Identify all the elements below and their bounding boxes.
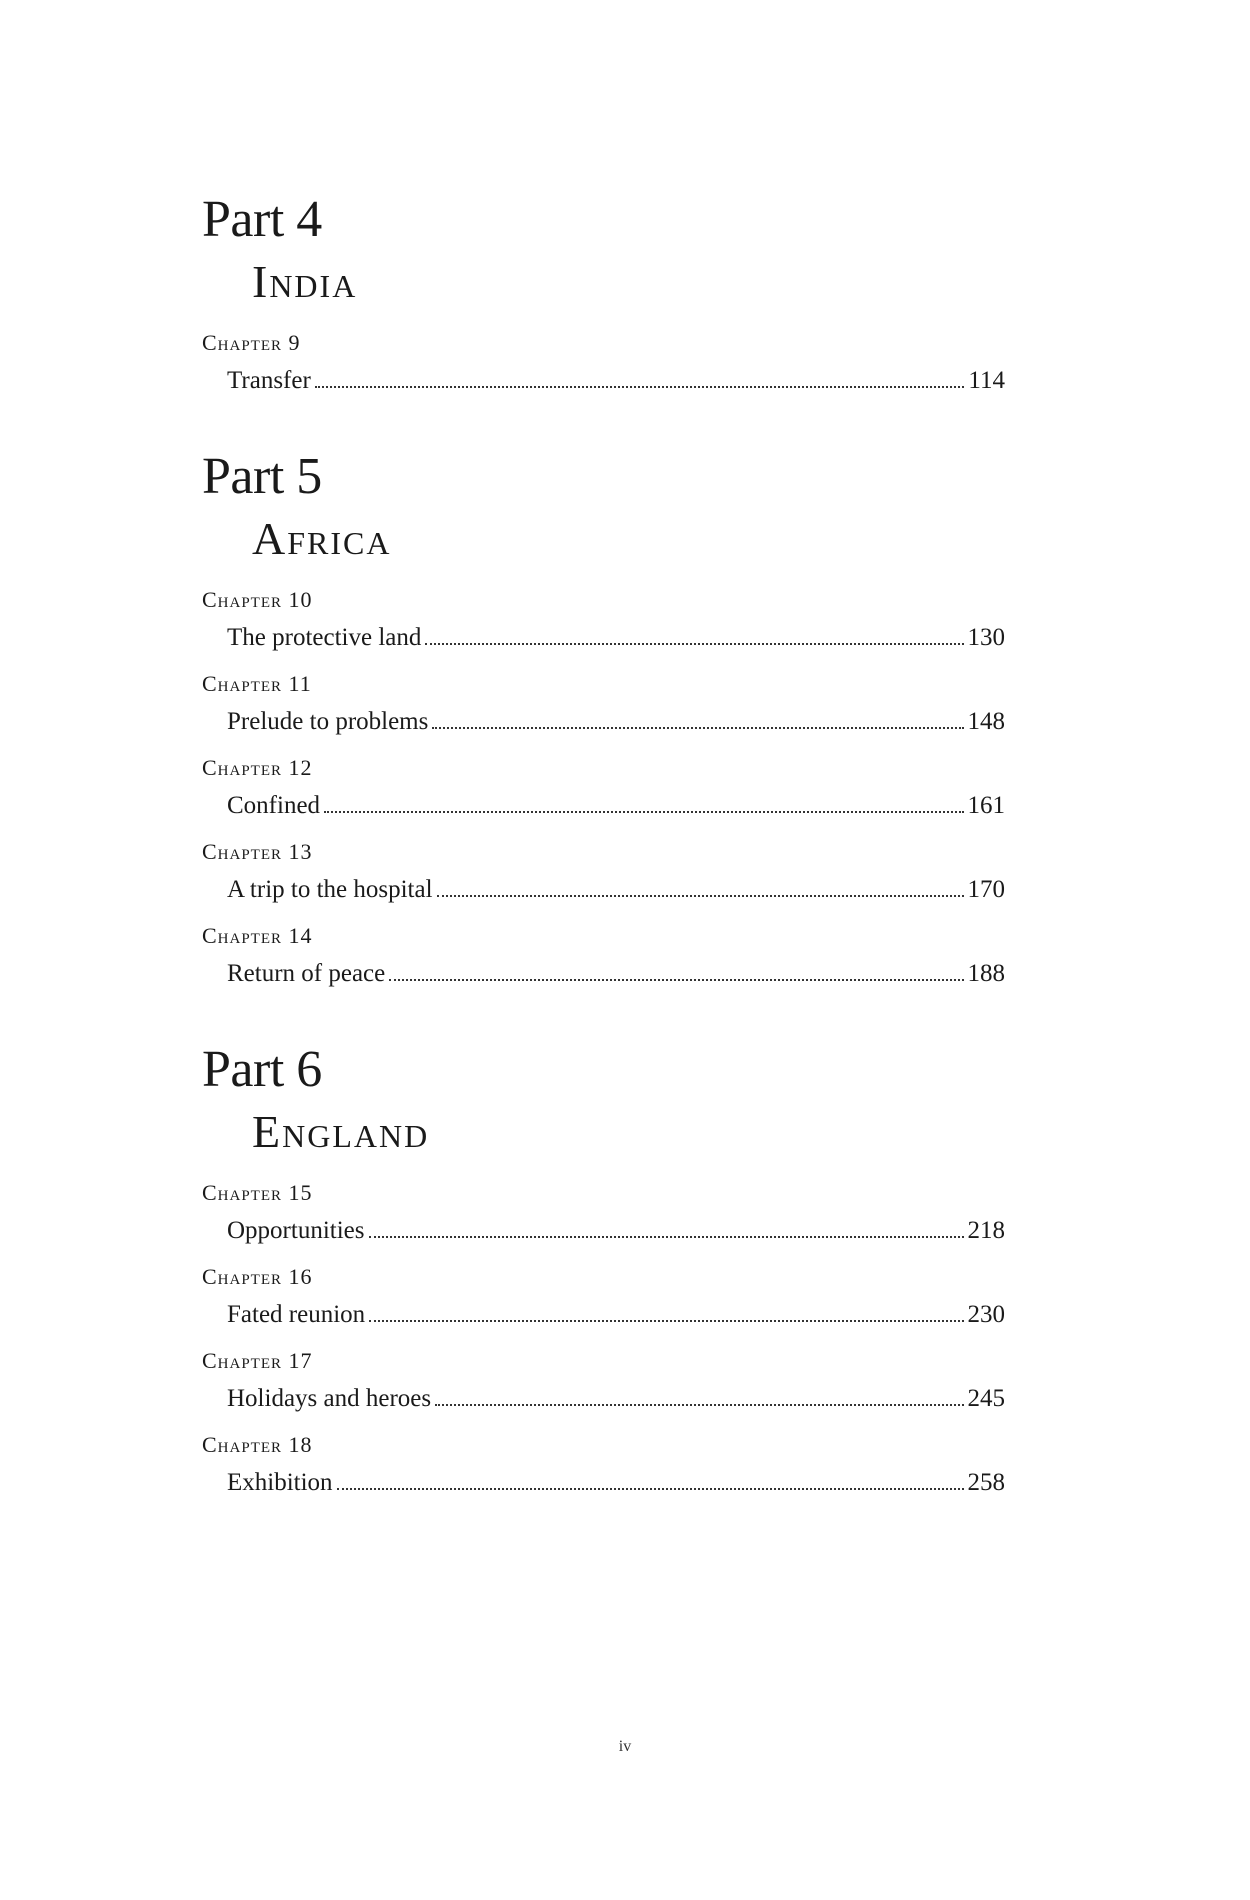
toc-entry[interactable] [227, 623, 1005, 653]
chapter-title: Holidays and heroes [227, 1385, 432, 1412]
page-number: 188 [967, 960, 1005, 987]
part-heading: Part 4 [202, 191, 322, 248]
toc-entry[interactable] [227, 1468, 1005, 1498]
chapter-label: Chapter 9 [202, 330, 301, 355]
part-heading: Part 6 [202, 1041, 322, 1098]
chapter-title: Return of peace [227, 960, 386, 987]
page-folio: iv [618, 1738, 632, 1755]
chapter-list [202, 1180, 1005, 1498]
chapter-title: Opportunities [227, 1217, 365, 1244]
dot-leader [389, 979, 963, 981]
chapter-title: Exhibition [227, 1469, 333, 1496]
toc-entry[interactable] [227, 959, 1005, 989]
page-number: 148 [967, 708, 1005, 735]
part-subtitle: England [252, 1106, 430, 1157]
chapter-title: Prelude to problems [227, 708, 429, 735]
dot-leader [432, 727, 963, 729]
page-number: 114 [968, 367, 1005, 394]
part-6-section [202, 1040, 1005, 1516]
chapter-label: Chapter 17 [202, 1348, 313, 1373]
chapter-list [202, 587, 1005, 989]
page-number: 245 [967, 1385, 1005, 1412]
chapter-title: Transfer [227, 367, 311, 394]
part-subtitle: Africa [252, 513, 392, 564]
page-number: 230 [967, 1301, 1005, 1328]
chapter-label: Chapter 11 [202, 671, 312, 696]
part-5-section [202, 447, 1005, 1007]
toc-entry[interactable] [227, 791, 1005, 821]
dot-leader [324, 811, 963, 813]
toc-entry[interactable] [227, 707, 1005, 737]
page-number: 258 [967, 1469, 1005, 1496]
page-number: 170 [967, 876, 1005, 903]
chapter-label: Chapter 10 [202, 587, 313, 612]
chapter-label: Chapter 15 [202, 1180, 313, 1205]
chapter-title: Confined [227, 792, 321, 819]
toc-entry[interactable] [227, 875, 1005, 905]
page-number: 218 [967, 1217, 1005, 1244]
dot-leader [369, 1236, 964, 1238]
dot-leader [337, 1488, 964, 1490]
chapter-title: The protective land [227, 624, 422, 651]
chapter-title: Fated reunion [227, 1301, 366, 1328]
dot-leader [369, 1320, 963, 1322]
chapter-label: Chapter 12 [202, 755, 313, 780]
toc-entry[interactable] [227, 1216, 1005, 1246]
toc-entry[interactable] [227, 1384, 1005, 1414]
chapter-label: Chapter 18 [202, 1432, 313, 1457]
part-subtitle: India [252, 256, 358, 307]
chapter-label: Chapter 13 [202, 839, 313, 864]
chapter-label: Chapter 16 [202, 1264, 313, 1289]
dot-leader [437, 895, 964, 897]
part-4-section [202, 190, 1005, 414]
page-number: 130 [967, 624, 1005, 651]
chapter-label: Chapter 14 [202, 923, 313, 948]
chapter-list [202, 330, 1005, 396]
part-heading: Part 5 [202, 448, 322, 505]
toc-entry[interactable] [227, 366, 1005, 396]
dot-leader [435, 1404, 963, 1406]
dot-leader [425, 643, 963, 645]
chapter-title: A trip to the hospital [227, 876, 433, 903]
page-number: 161 [967, 792, 1005, 819]
dot-leader [315, 386, 965, 388]
toc-entry[interactable] [227, 1300, 1005, 1330]
